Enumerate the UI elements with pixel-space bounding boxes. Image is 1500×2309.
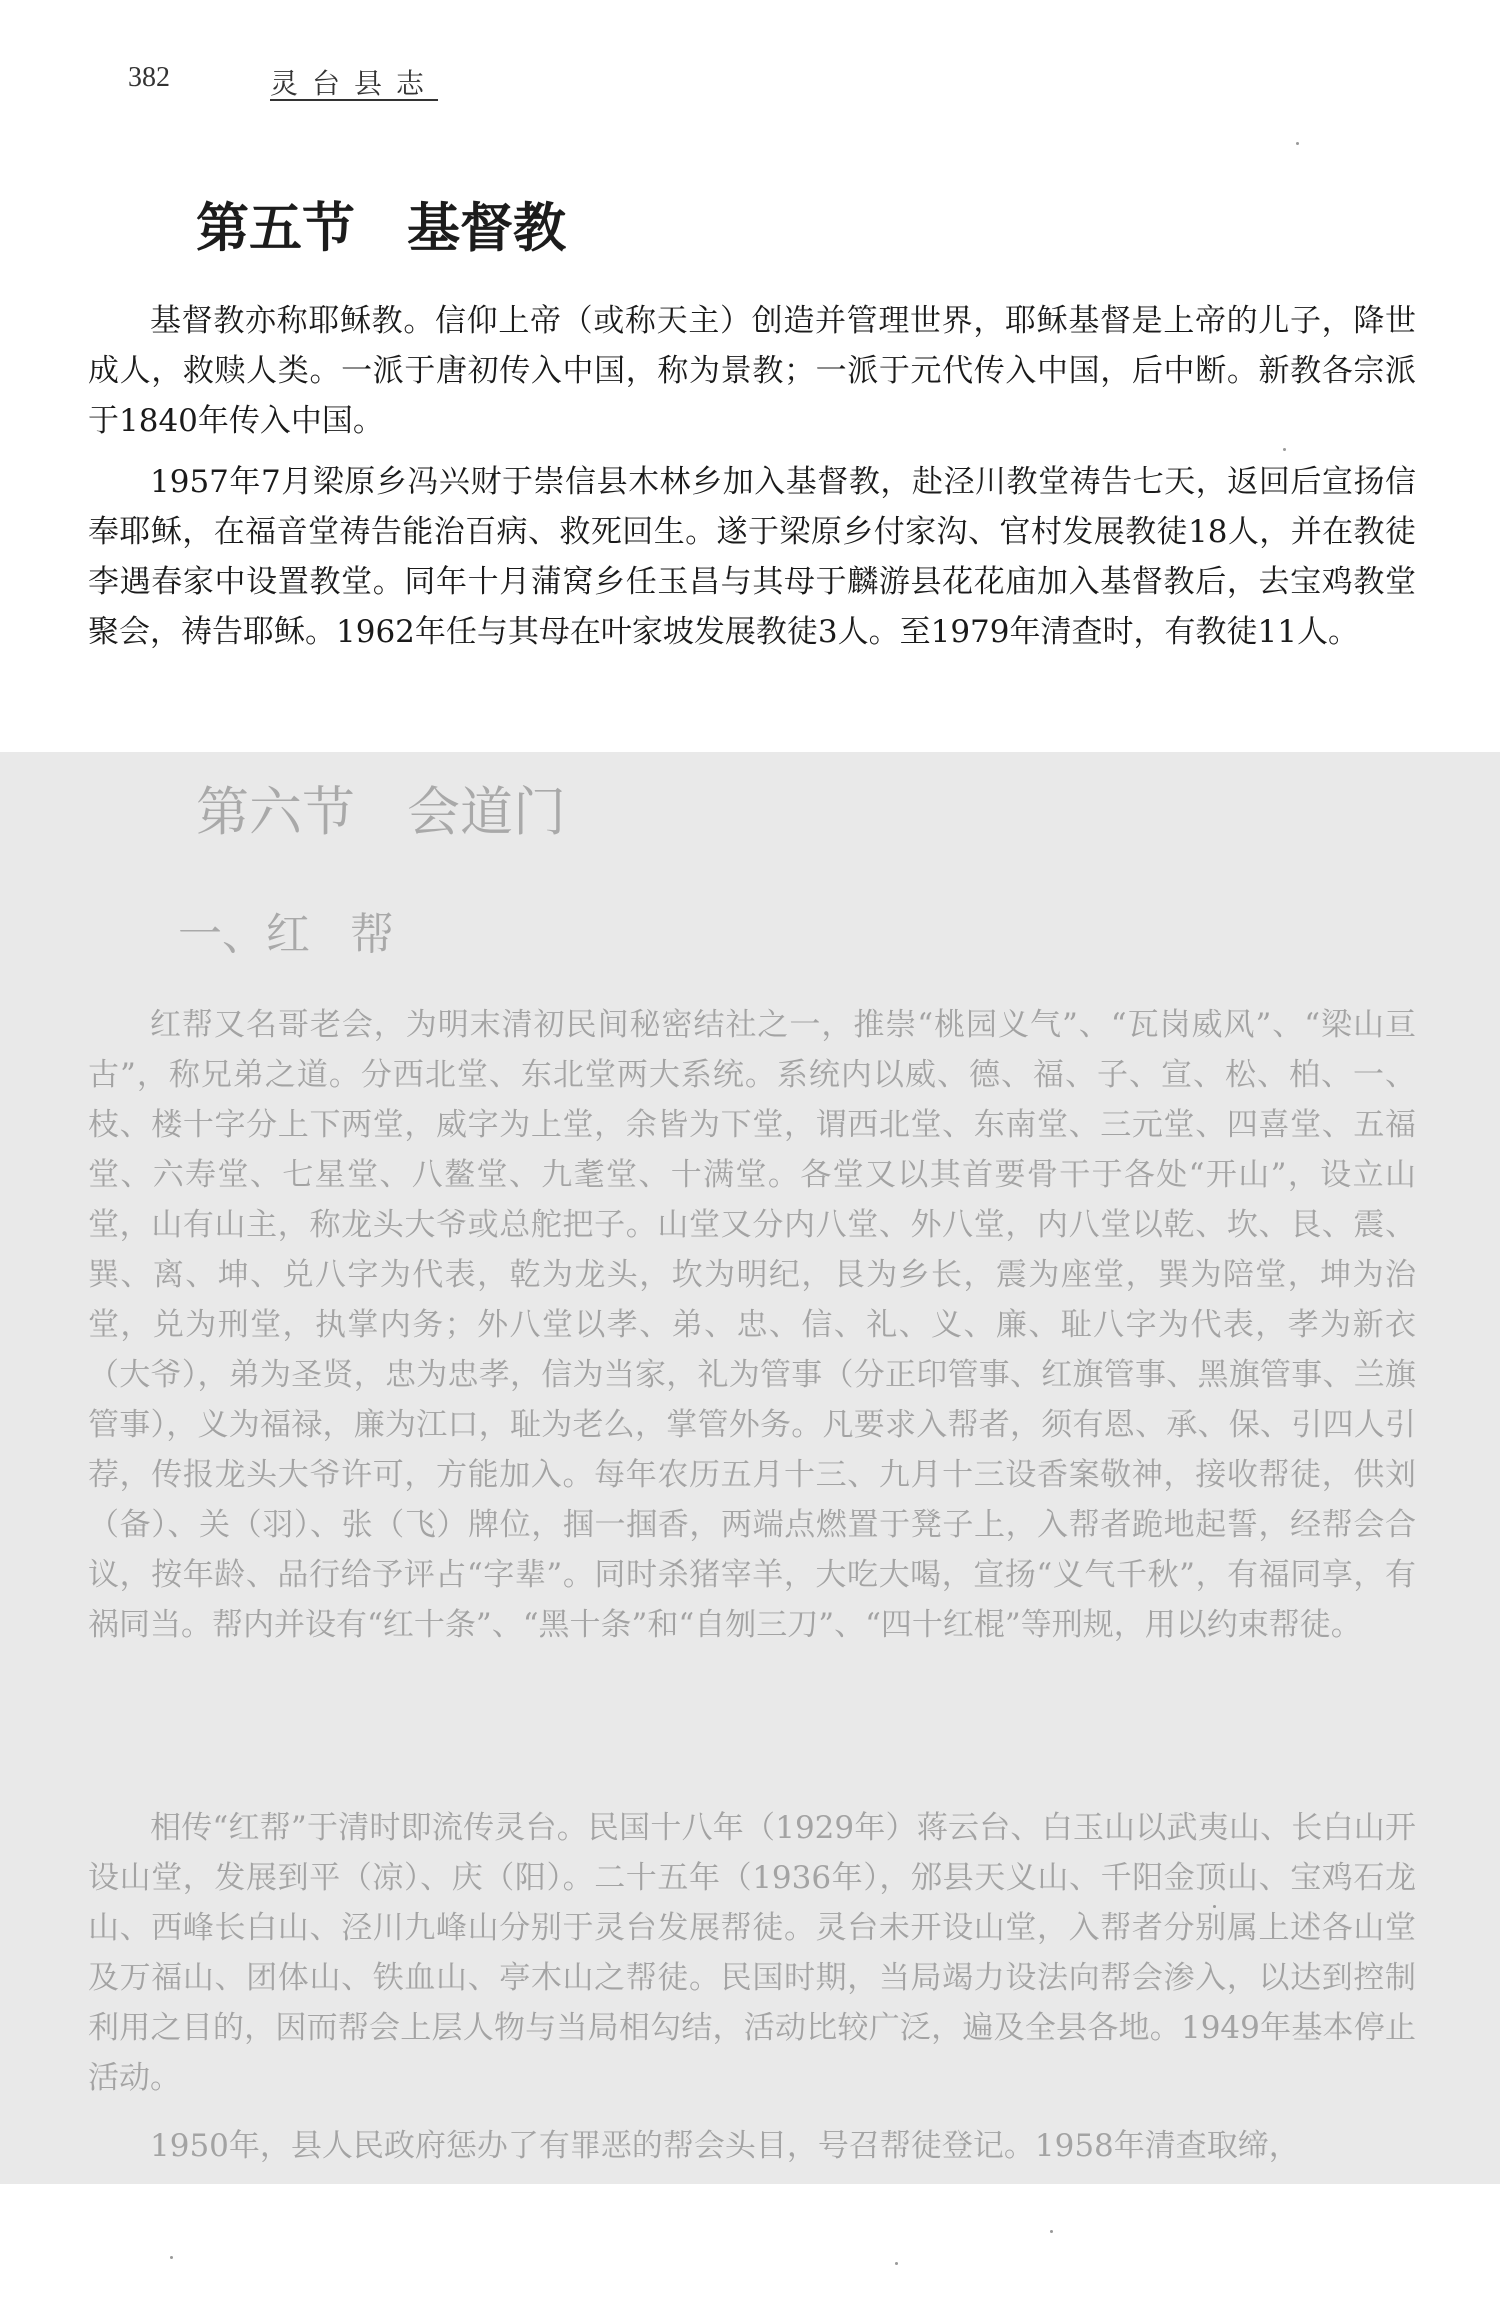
section-5-paragraph-1: 基督教亦称耶稣教。信仰上帝（或称天主）创造并管理世界，耶稣基督是上帝的儿子，降世成人，救赎人类。一派于唐初传入中国，称为景教；一派于元代传入中国，后中断。新教各宗派于1840年传入中国。 <box>88 303 1416 439</box>
subsection-title <box>178 898 394 962</box>
section-6-paragraph-1: 红帮又名哥老会，为明末清初民间秘密结社之一，推崇“桃园义气”、“瓦岗威风”、“梁山亘古”，称兄弟之道。分西北堂、东北堂两大系统。系统内以威、德、福、子、宣、松、柏、一、枝、楼十字分上下两堂，威字为上堂，余皆为下堂，谓西北堂、东南堂、三元堂、四喜堂、五福堂、六寿堂、七星堂、八鳌堂、九耄堂、十满堂。各堂又以其首要骨干于各处“开山”，设立山堂，山有山主，称龙头大爷或总舵把子。山堂又分内八堂、外八堂，内八堂以乾、坎、艮、震、巽、离、坤、兑八字为代表，乾为龙头，坎为明纪，艮为乡长，震为座堂，巽为陪堂，坤为治堂，兑为刑堂，执掌内务；外八堂以孝、弟、忠、信、礼、义、廉、耻八字为代表，孝为新衣（大爷），弟为圣贤，忠为忠孝，信为当家，礼为管事（分正印管事、红旗管事、黑旗管事、兰旗管事），义为福禄，廉为江口，耻为老么，掌管外务。凡要求入帮者，须有恩、承、保、引四人引荐，传报龙头大爷许可，方能加入。每年农历五月十三、九月十三设香案敬神，接收帮徒，供刘（备）、关（羽）、张（飞）牌位，掴一掴香，两端点燃置于凳子上，入帮者跪地起誓，经帮会合议，按年龄、品行给予评占“字辈”。同时杀猪宰羊，大吃大喝，宣扬“义气千秋”，有福同享，有祸同当。帮内并设有“红十条”、“黑十条”和“自刎三刀”、“四十红棍”等刑规，用以约束帮徒。 <box>88 1007 1416 1643</box>
subsection-index: 一、 <box>178 909 266 960</box>
section-5-paragraph-2: 1957年7月梁原乡冯兴财于崇信县木林乡加入基督教，赴泾川教堂祷告七天，返回后宣扬信奉耶稣，在福音堂祷告能治百病、救死回生。遂于梁原乡付家沟、官村发展教徒18人，并在教徒李遇春家中设置教堂。同年十月蒲窝乡任玉昌与其母于麟游县花花庙加入基督教后，去宝鸡教堂聚会，祷告耶稣。1962年任与其母在叶家坡发展教徒3人。至1979年清查时，有教徒11人。 <box>88 464 1416 650</box>
section-6-paragraph-3: 1950年，县人民政府惩办了有罪恶的帮会头目，号召帮徒登记。1958年清查取缔， <box>150 2128 1300 2164</box>
section-6-name: 会道门 <box>407 782 566 843</box>
page-number: 382 <box>128 62 170 93</box>
section-5-name: 基督教 <box>407 197 566 259</box>
section-6-number: 第六节 <box>196 782 355 843</box>
section-6-paragraph-2: 相传“红帮”于清时即流传灵台。民国十八年（1929年）蒋云台、白玉山以武夷山、长白山开设山堂，发展到平（凉）、庆（阳）。二十五年（1936年），邠县天义山、千阳金顶山、宝鸡石龙山、西峰长白山、泾川九峰山分别于灵台发展帮徒。灵台未开设山堂，入帮者分别属上述各山堂及万福山、团体山、铁血山、亭木山之帮徒。民国时期，当局竭力设法向帮会渗入，以达到控制利用之目的，因而帮会上层人物与当局相勾结，活动比较广泛，遍及全县各地。1949年基本停止活动。 <box>88 1810 1416 2096</box>
section-6-title <box>196 770 566 846</box>
section-5-title <box>196 186 566 262</box>
section-5-number: 第五节 <box>196 197 355 259</box>
subsection-name-part1: 红 <box>266 909 310 960</box>
book-title: 灵台县志 <box>270 67 439 100</box>
subsection-name-part2: 帮 <box>350 909 394 960</box>
